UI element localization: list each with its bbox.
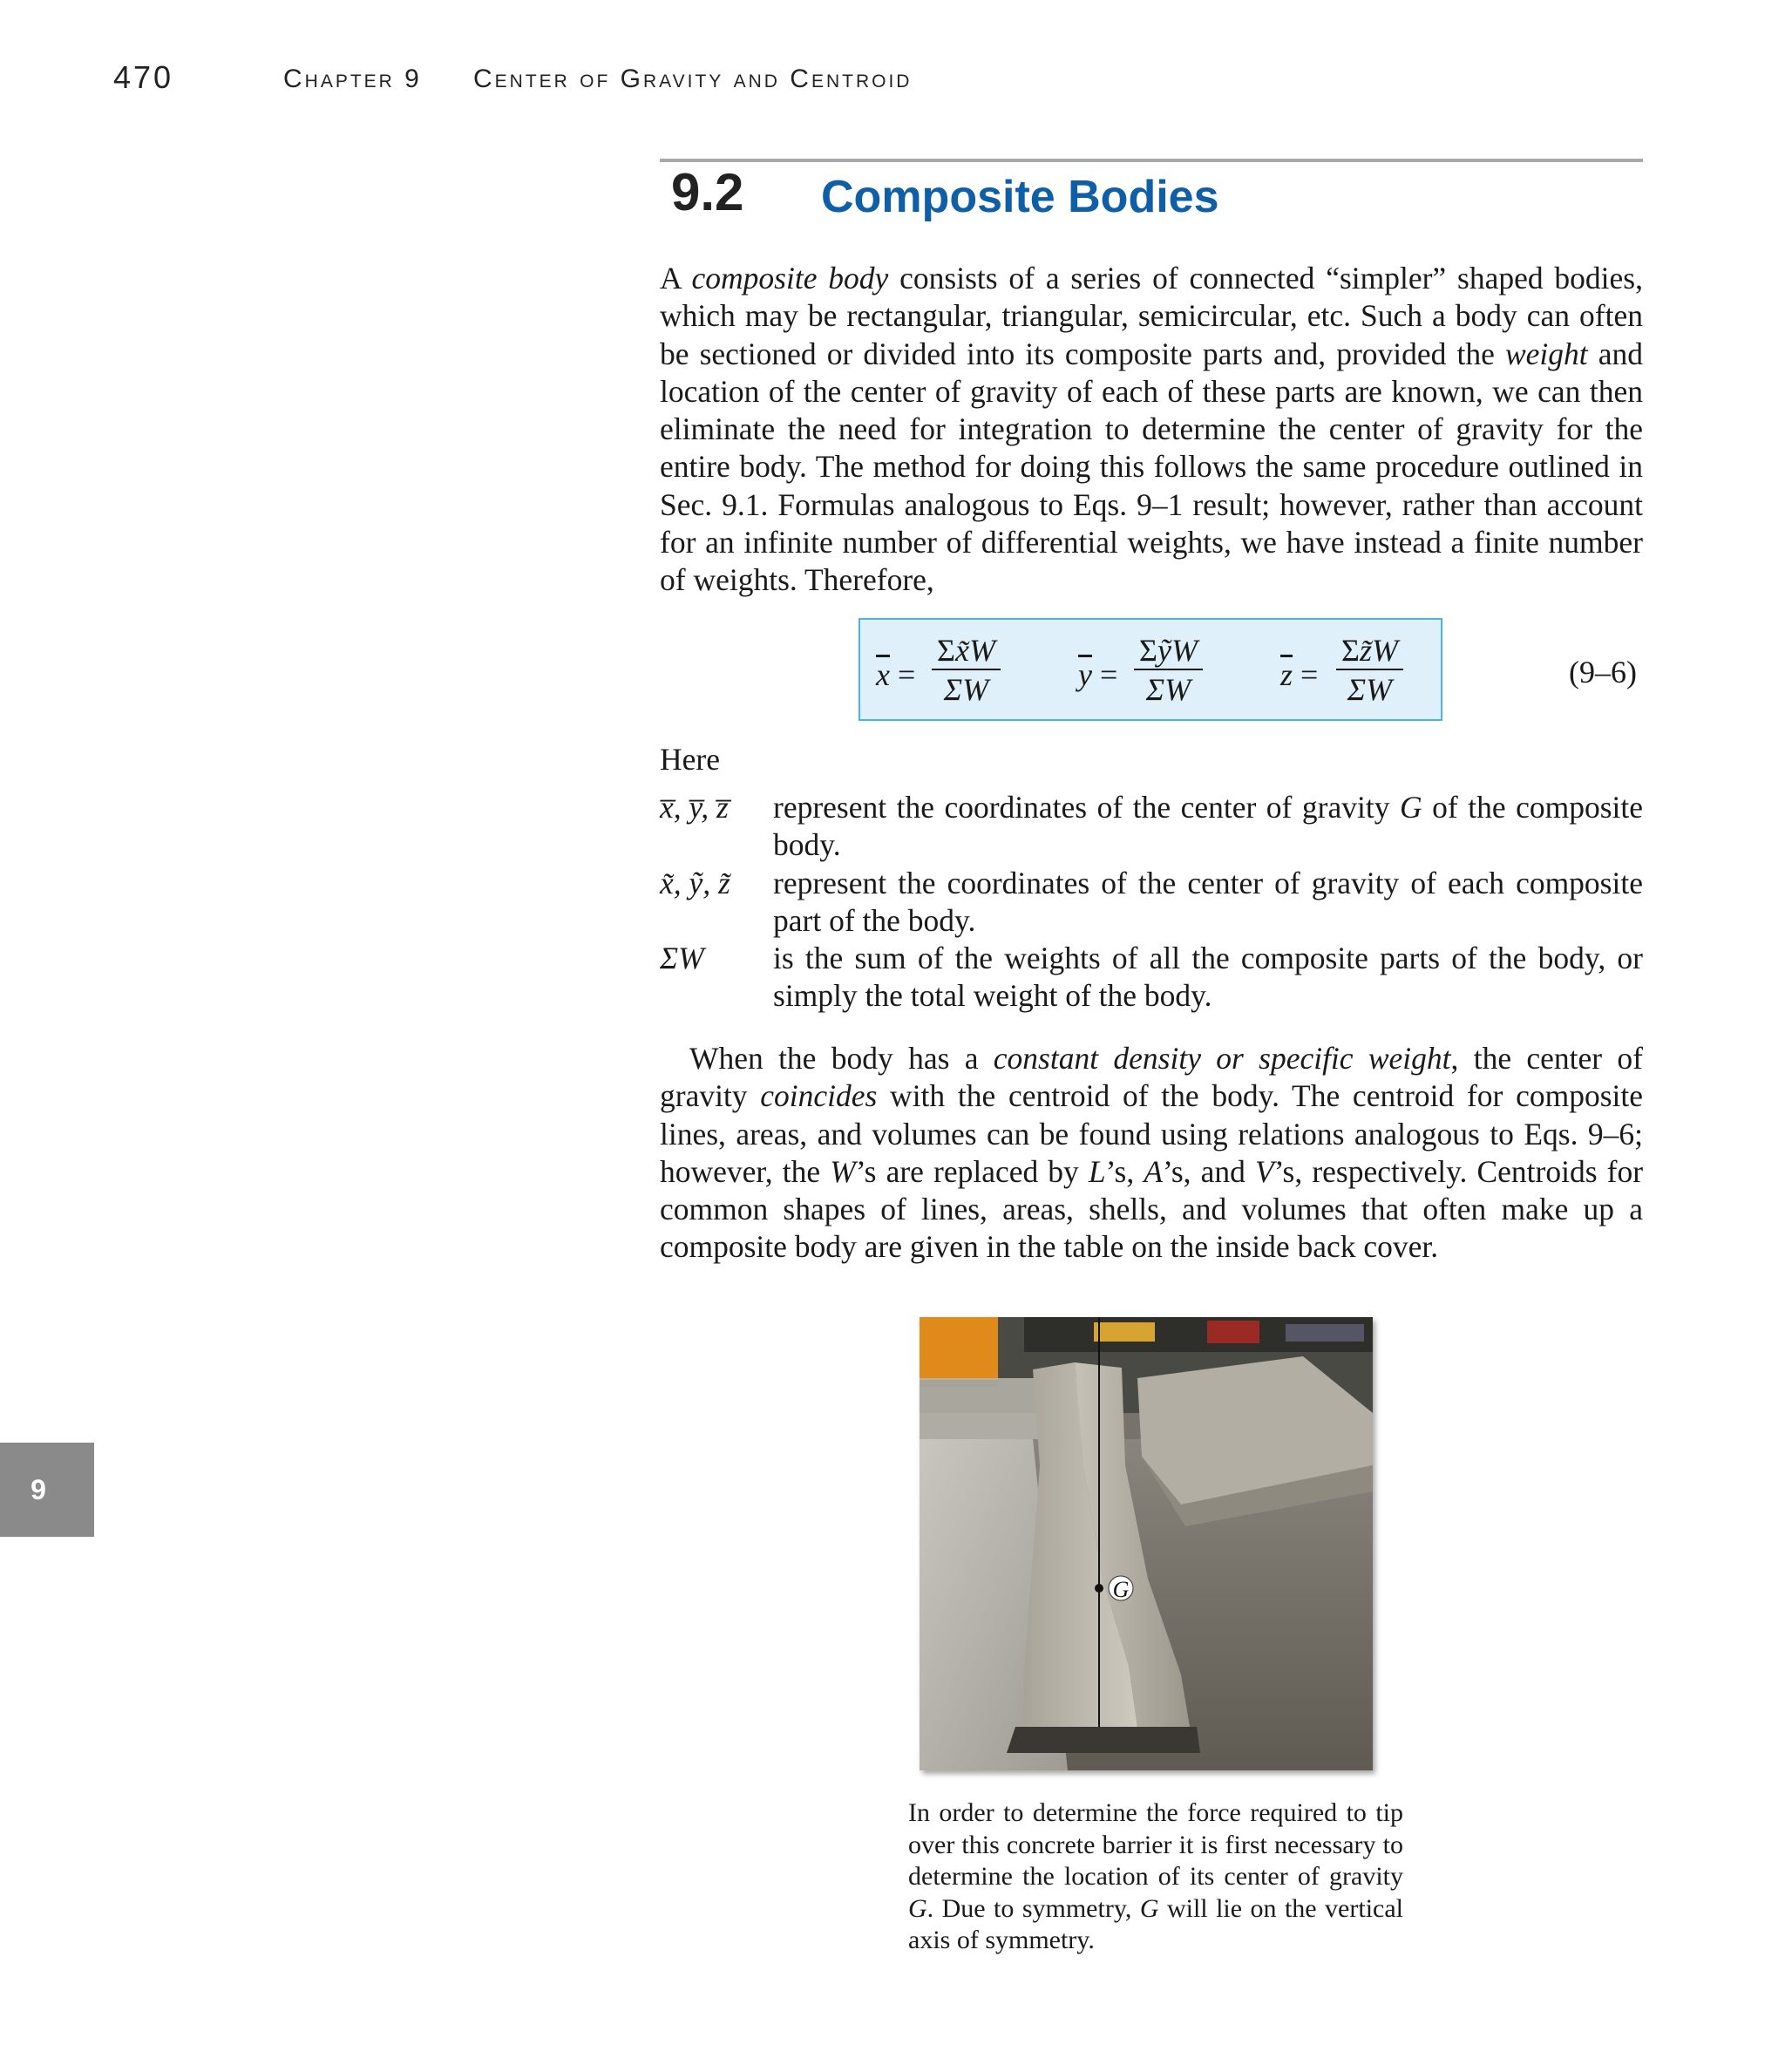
section-number: 9.2 <box>671 163 744 221</box>
chapter-title: Center of Gravity and Centroid <box>473 65 913 93</box>
section-title: Composite Bodies <box>821 172 1219 222</box>
here-label: Here <box>660 742 720 777</box>
definition-text: represent the coordinates of the center of gravity G of the composite body. <box>773 790 1644 863</box>
chapter-thumb-label: 9 <box>31 1474 46 1505</box>
definition-symbol: x̃, ỹ, z̃ <box>660 865 730 900</box>
concrete-barrier-photo <box>920 1317 1373 1770</box>
definition-symbol: x̅, y̅, z̅ <box>660 790 729 825</box>
chapter-label: Chapter 9 <box>283 65 422 93</box>
definition-symbol: ΣW <box>660 941 704 976</box>
definition-centroid <box>660 789 1643 865</box>
definition-text: is the sum of the weights of all the composite parts of the body, or simply the total weight of the body. <box>773 941 1643 1014</box>
intro-paragraph: A composite body consists of a series of connected “simpler” shaped bodies, which may be rectangular, triangular, semicircular, etc. Such a body can often be sectioned or divided into its composite parts and, provided the weight and location of the center of gravity of each of these parts are known, we can then eliminate the need for integration to determine the center of gravity for the entire body. The method for doing this follows the same procedure outlined in Sec. 9.1. Formulas analogous to Eqs. 9–1 result; however, rather than account for an infinite number of differential weights, we have instead a finite number of weights. Therefore, <box>660 261 1643 598</box>
figure-caption: In order to determine the force required to tip over this concrete barrier it is first necessary to determine the location of its center of gravity G. Due to symmetry, G will lie on the vertical axis of symmetry. <box>908 1798 1403 1954</box>
definition-text: represent the coordinates of the center of gravity of each composite part of the body. <box>773 865 1643 938</box>
definition-total-weight <box>660 940 1643 1016</box>
running-header <box>0 59 1785 103</box>
point-g-label: G <box>1112 1577 1130 1602</box>
definitions-list <box>660 789 1643 1016</box>
page-number: 470 <box>113 59 174 95</box>
equation-number: (9–6) <box>1569 655 1637 690</box>
equation-box: $\overline{x}$ = $\frac{\Sigma x̃W}{\Sigma W}$ $\overline{y}$ = $\frac{\Sigma ỹW}{\Sigma W}$ $\overline{z}$ = $\frac{\Sigma z̃W}{\Sigma W}$ <box>859 618 1442 721</box>
chapter-thumb-tab <box>0 1443 94 1537</box>
section-rule <box>660 159 1643 162</box>
centroid-paragraph: When the body has a constant density or specific weight, the center of gravity coincides with the centroid of the body. The centroid for composite lines, areas, and volumes can be found using relations analogous to Eqs. 9–6; however, the W’s are replaced by L’s, A’s, and V’s, respectively. Centroids for common shapes of lines, areas, shells, and volumes that often make up a composite body are given in the table on the inside back cover. <box>660 1041 1644 1265</box>
definition-part-centroid <box>660 865 1643 941</box>
